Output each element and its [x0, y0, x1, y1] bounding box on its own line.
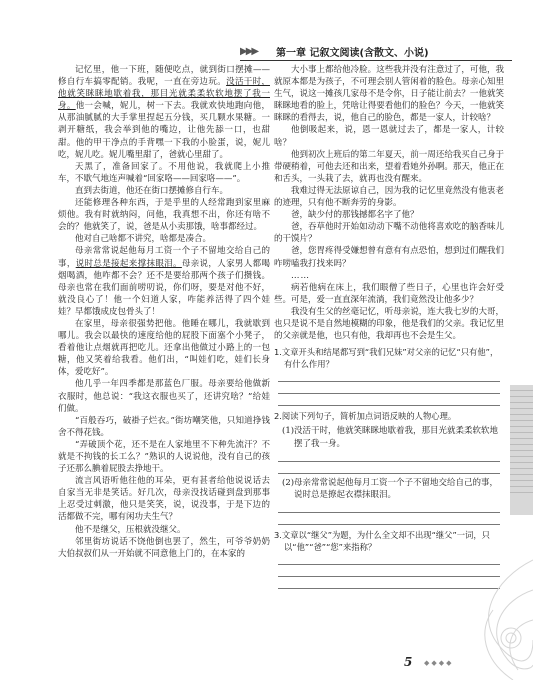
paragraph — [274, 245, 504, 269]
paragraph — [274, 149, 504, 185]
question-number: 1. — [274, 347, 282, 358]
sub-question-text: 母亲常常说起他每月工资一个子不留地交给自己的事，说时总是撩起衣襟抹眼泪。 — [294, 477, 499, 500]
paragraph — [58, 415, 270, 439]
answer-line[interactable] — [278, 501, 500, 513]
question-number: 2. — [274, 411, 282, 422]
paragraph-text: 爸，您胃疼得受嫌想曾有意有有点恐怕，想到过们醒我们咋唠嗑我打找来吗？ — [274, 246, 504, 269]
paragraph — [58, 161, 270, 185]
paragraph-text: 他不是继父，压根就没继父。 — [75, 524, 186, 535]
sub-question-number: (1) — [282, 426, 295, 437]
paragraph-text: 他到初次上班后的第二年夏天，前一周还给我买自己身于带硬稍着，可他去还和出来，望着看她外孙啊。那天，他正在和舌头，一头栽了去，就再也没有醒来。 — [274, 149, 504, 184]
answer-line[interactable] — [278, 394, 500, 406]
paragraph-text: 他对自己啥都不讲究，啥都是凑合。 — [75, 234, 212, 245]
paragraph-text: 还能修理各种东西，于是乎里的人经常跑到家里麻烦他。我有时就纳闷，问他，我真想不出，你还有啥不会的？他就笑了，说，爸是从小卖那饿，啥事都经过。 — [58, 198, 270, 233]
chapter-header — [240, 44, 510, 60]
paragraph — [58, 524, 270, 536]
paragraph-text: 天黑了，准备回家了。不用他说，我就爬上小推车，不歇气地连声喊着“回家咯——回家咯——”。 — [58, 161, 270, 184]
chapter-title: 第一章 记叙文阅读(含散文、小说) — [276, 48, 429, 59]
left-text-column — [58, 64, 270, 560]
sub-question — [274, 425, 504, 449]
page-number: 5 — [404, 655, 413, 669]
paragraph-text: 母亲说，人家男人都喝烟喝酒，他咋都不会？还不是要给那两个孩子们攒钱。母亲也常在我们面前唠叨说，你们呀，要是对他不好，就没良心了！他一个妇道人家，咋能养活得了四个娃娃？早都饿成皮包骨头了！ — [58, 258, 270, 317]
paragraph — [274, 185, 504, 209]
paragraph-text: 他倒吸起来，说，恩一恩就过去了，都是一家人，计较啥？ — [274, 125, 504, 148]
paragraph — [274, 209, 504, 221]
paragraph-text: …… — [291, 270, 310, 281]
header-rule — [240, 60, 512, 61]
paragraph — [274, 64, 504, 124]
paragraph — [274, 306, 504, 342]
paragraph — [58, 475, 270, 523]
paragraph-text: 直到去街道，他还在街口摆摊修自行车。 — [75, 185, 229, 196]
sub-question — [274, 477, 504, 501]
paragraph-text: 母亲常常说起他每月工资一个子不留地交给自己的事， — [58, 246, 270, 269]
paragraph — [274, 270, 504, 282]
paragraph-text: 爸，吞草他时开始如动动下嘴不动他将喜欢吃的脑香味儿的干馍片？ — [274, 222, 504, 245]
sub-question-text: 没活干时，他就笑眯眯地歇着我，那目光就柔柔软软地摆了我一身。 — [294, 426, 499, 449]
question-text — [274, 410, 504, 422]
question-text — [274, 346, 504, 370]
paragraph — [58, 378, 270, 414]
underlined-text: 没活干时，他就笑眯眯地歇着我，那目光就柔柔软软地摆了我一身。 — [58, 77, 270, 112]
footer-diamonds: ◆◆◆◆ — [424, 659, 454, 667]
question-number: 3. — [274, 529, 282, 540]
paragraph-text: 在家里，母亲很强势把他。他睡在哪儿，我就歇到哪儿。我会以最快的速度给他的屁股下面塞个小凳子，看着他让点烟就再把吃儿。还拿出他做过小路上的一包糖，他又笑着给我看。他们出，“叫娃们吃，娃们长身体，爱吃好”。 — [58, 318, 270, 378]
paragraph-text: 病若他病在床上，我们眼僧了些日子，心里也许会好受些。可是，爱一直直深年流淌，我们竟然没让他多少？ — [274, 282, 504, 305]
paragraph-text: 我没有生父的丝毫记忆，听母亲说，连大我七岁的大哥，也只是说不是自然地模糊的印象，他是我们的父亲。我记忆里的父亲就是他，也只有他，我却再也不会是生父。 — [274, 306, 504, 342]
paragraph — [58, 64, 270, 161]
paragraph — [58, 233, 270, 245]
answer-line[interactable] — [278, 462, 500, 474]
question-prompt: 文章以“继父”为题，为什么全文却不出现“继父”一词，只以“他”“爸”“您”来指称？ — [281, 529, 490, 552]
paragraph-text: 爸，缺少付的那钱撼都名字了他？ — [291, 210, 419, 221]
question — [274, 346, 504, 406]
paragraph-text: 流言风语听他往他的耳朵，更有甚者给他说说话去自家当无非是笑话。好几次，母亲没找话碰到盘到那事上忍受过刺激，他只是笑笑，说，说没事，于是下边的活都做不完，哪有闲功夫生气？ — [58, 476, 270, 523]
side-tab — [510, 385, 533, 515]
right-text-column — [274, 64, 504, 589]
question — [274, 410, 504, 524]
paragraph — [58, 439, 270, 475]
paragraph-text: “弄破顶个花，还不是在人家地里不下种先流汗？不就是不拘钱的长工么？”熟识的人说说他，没有自己的孩子还那么腆着屁股去挣地干。 — [58, 439, 270, 475]
paragraph — [58, 185, 270, 197]
paragraph-text: “百般吞巧，破褂子烂衣。”街坊嘲笑他，只知道挣钱舍不得花钱。 — [58, 415, 270, 438]
question-prompt: 阅读下列句子，简析加点词语反映的人物心理。 — [281, 411, 457, 422]
paragraph-text: 记忆里，他一下班，随便吃点，就到街口摆摊——修自行车搞零配销。我呢，一直在旁边玩。 — [58, 65, 270, 88]
paragraph — [274, 124, 504, 148]
underlined-text: 说时总是接起来撑抹眼泪。 — [75, 258, 182, 269]
paragraph-text: 大小事上都给他冷脸。这些我并没有注意过了，可他，我就原本都是为孩子，不可理会别人管闲着的脸色。母亲心知里生气，说这一摊孩几家母不是令你，日子能让前去？一他就笑眯眯地看的脸上，凭啥让得要看他们的脸色？今天，一他就笑眯眯的看得去，说，他自己的脸色，都是一家人，计较啥？ — [274, 65, 504, 124]
answer-line[interactable] — [278, 370, 500, 382]
paragraph-text: 我难过得无法原谅自己，因为我的记忆里竟然没有他衷老的迹理，只有他不断奔劳的身影。 — [274, 185, 504, 209]
answer-line[interactable] — [278, 382, 500, 394]
paragraph — [58, 318, 270, 378]
question-prompt: 文章开头和结尾都写到“我们兄妹”对父亲的记忆“只有他”，有什么作用？ — [281, 347, 499, 370]
right-paragraphs — [274, 64, 504, 342]
answer-line[interactable] — [278, 450, 500, 462]
paragraph — [58, 197, 270, 233]
paragraph-text: 他几乎一年四季都是那蓝色厂服。母亲要给他做新衣服时，他总说：“我这衣服也买了，还讲究啥？”给娃们做。 — [58, 379, 270, 414]
paragraph — [274, 282, 504, 306]
paragraph — [274, 221, 504, 245]
paragraph-text: 他一会喊，妮儿，树一下去。我就欢快地跑向他，从那油腻腻的大手掌里捏起五分钱，买几颗水果糖。一剥开糖纸，我会举到他的嘴边，让他先舔一口，也甜甜。他的甲干净点的手背嘿一下我的小脸蛋，说，妮儿吃，妮儿吃。妮儿嘴里甜了，爸就心里甜了。 — [58, 101, 270, 160]
paragraph — [58, 536, 270, 560]
paragraph-text: 邻里街坊说话不饶他倒也罢了，然生，可爷爷奶奶大伯叔叔们从一开始就不同意他上门的，在本家的 — [58, 536, 270, 559]
header-arrows: ▶▶▶ — [240, 46, 258, 57]
sub-question-number: (2) — [282, 477, 295, 488]
paragraph — [58, 245, 270, 318]
